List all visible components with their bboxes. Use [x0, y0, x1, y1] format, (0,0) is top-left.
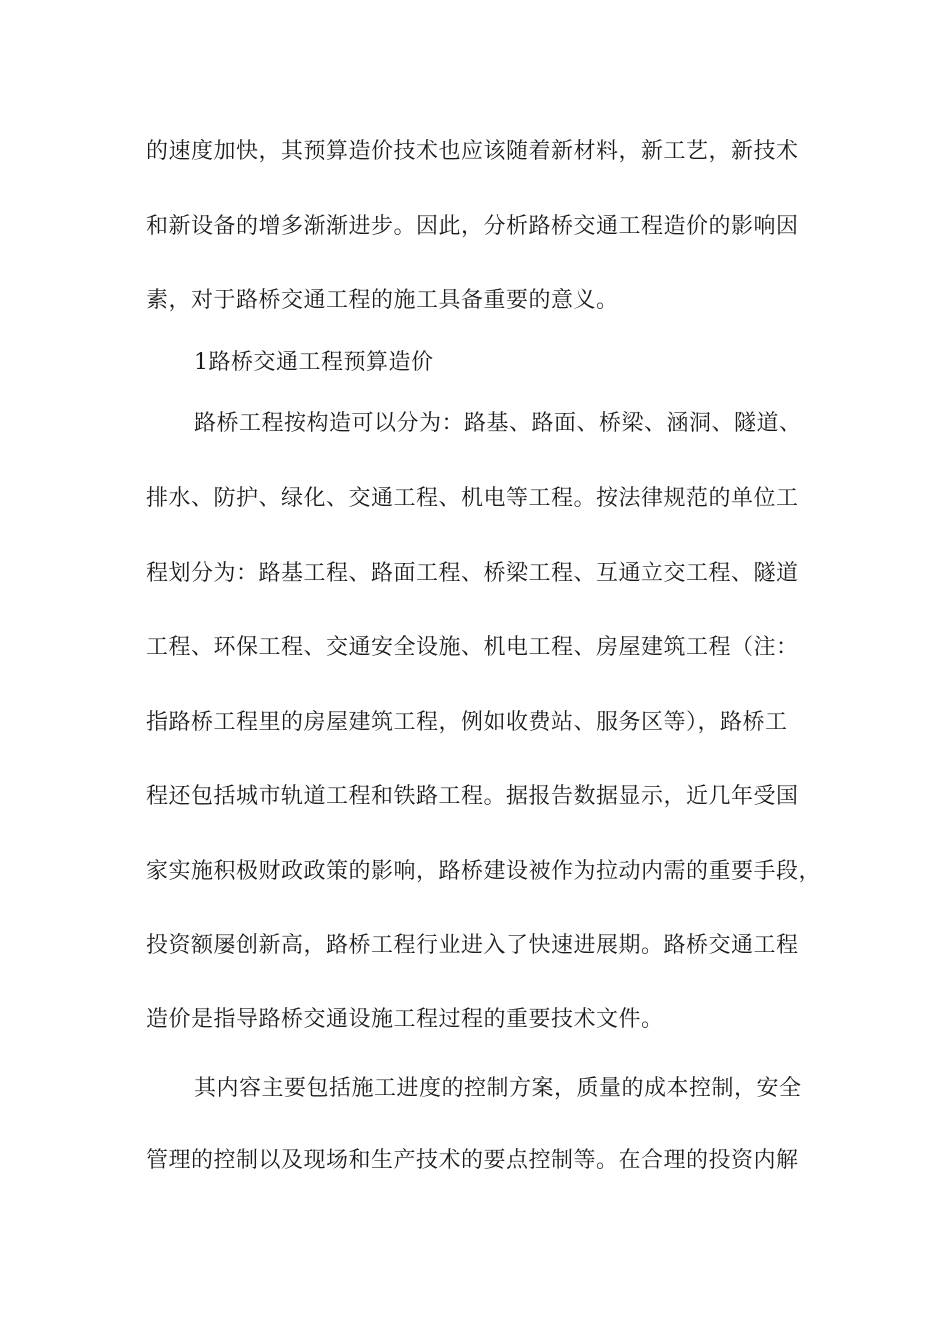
paragraph-line: 程划分为：路基工程、路面工程、桥梁工程、互通立交工程、隧道: [146, 561, 799, 586]
paragraph-line: 指路桥工程里的房屋建筑工程，例如收费站、服务区等），路桥工: [146, 710, 788, 735]
paragraph-line: 造价是指导路桥交通设施工程过程的重要技术文件。: [146, 1007, 664, 1032]
paragraph-line: 的速度加快，其预算造价技术也应该随着新材料，新工艺，新技术: [146, 139, 799, 164]
paragraph-line: 路桥工程按构造可以分为：路基、路面、桥梁、涵洞、隧道、: [194, 411, 802, 436]
section-heading: 1路桥交通工程预算造价: [194, 350, 434, 375]
paragraph-line: 投资额屡创新高，路桥工程行业进入了快速进展期。路桥交通工程: [146, 933, 799, 958]
paragraph-line: 程还包括城市轨道工程和铁路工程。据报告数据显示，近几年受国: [146, 784, 799, 809]
paragraph-line: 其内容主要包括施工进度的控制方案，质量的成本控制，安全: [194, 1076, 802, 1101]
paragraph-line: 工程、环保工程、交通安全设施、机电工程、房屋建筑工程（注：: [146, 635, 799, 660]
paragraph-line: 和新设备的增多渐渐进步。因此，分析路桥交通工程造价的影响因: [146, 214, 799, 239]
paragraph-line: 家实施积极财政政策的影响，路桥建设被作为拉动内需的重要手段，: [146, 859, 822, 884]
paragraph-line: 素，对于路桥交通工程的施工具备重要的意义。: [146, 288, 619, 313]
paragraph-line: 管理的控制以及现场和生产技术的要点控制等。在合理的投资内解: [146, 1148, 799, 1173]
paragraph-line: 排水、防护、绿化、交通工程、机电等工程。按法律规范的单位工: [146, 486, 799, 511]
